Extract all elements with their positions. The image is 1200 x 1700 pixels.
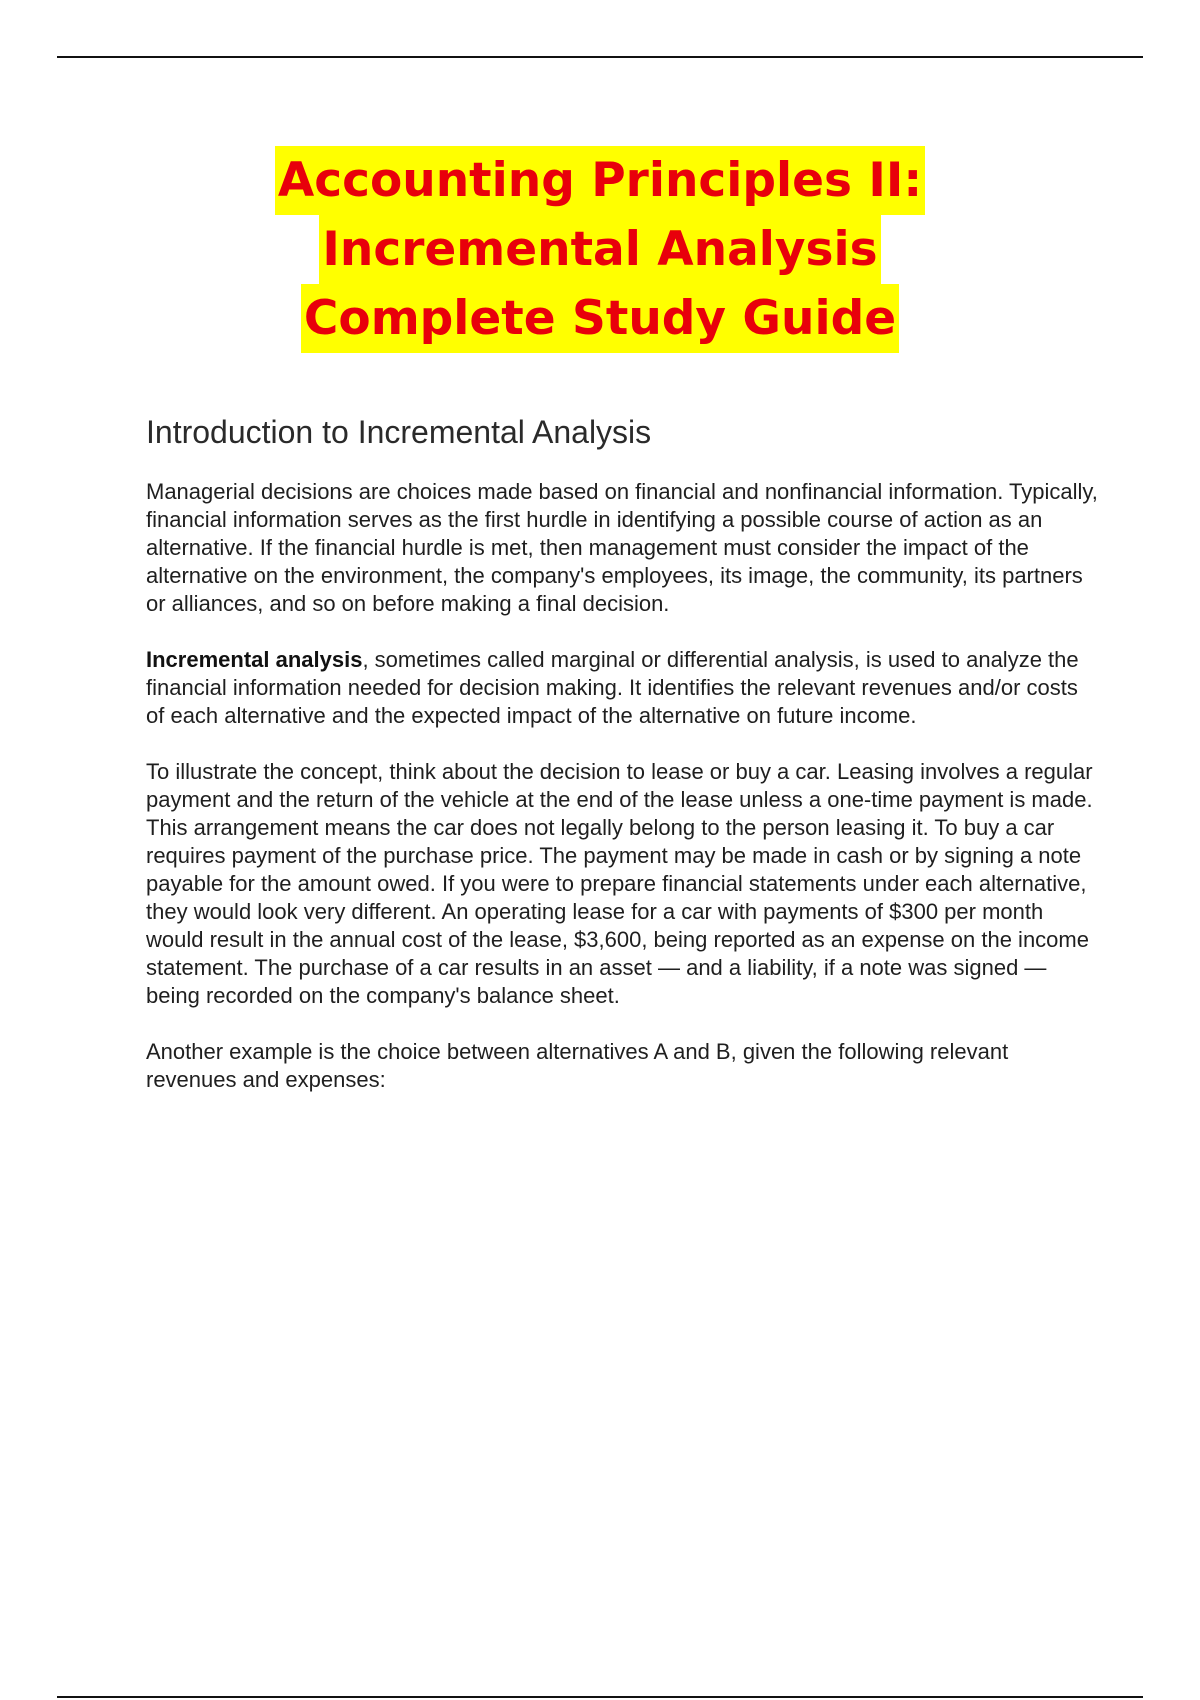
top-rule <box>57 56 1143 58</box>
paragraph-incremental-analysis-text: , sometimes called marginal or differential analysis, is used to analyze the financial information needed for decision making. It identifies the relevant revenues and/or costs of each alternative and the expected impact of the alternative on future income. <box>146 647 1079 728</box>
document-body <box>146 408 1101 1122</box>
paragraph-incremental-analysis <box>146 646 1101 730</box>
bottom-rule <box>57 1696 1143 1698</box>
title-line-2: Incremental Analysis <box>319 215 880 284</box>
title-line-1: Accounting Principles II: <box>275 146 925 215</box>
document-title <box>0 146 1200 353</box>
title-line-3: Complete Study Guide <box>301 284 899 353</box>
term-incremental-analysis: Incremental analysis <box>146 647 363 672</box>
paragraph-alternatives-example: Another example is the choice between alternatives A and B, given the following relevant revenues and expenses: <box>146 1039 1009 1092</box>
paragraph-lease-or-buy: To illustrate the concept, think about the decision to lease or buy a car. Leasing involves a regular payment and the return of the vehicle at the end of the lease unless a one-time payment is made. This arrangement means the car does not legally belong to the person leasing it. To buy a car requires payment of the purchase price. The payment may be made in cash or by signing a note payable for the amount owed. If you were to prepare financial statements under each alternative, they would look very different. An operating lease for a car with payments of $300 per month would result in the annual cost of the lease, $3,600, being reported as an expense on the income statement. The purchase of a car results in an asset — and a liability, if a note was signed — being recorded on the company's balance sheet. <box>146 759 1093 1008</box>
paragraph-managerial-decisions: Managerial decisions are choices made based on financial and nonfinancial information. Typically, financial information serves as the first hurdle in identifying a possible course of action as an alternative. If the financial hurdle is met, then management must consider the impact of the alternative on the environment, the company's employees, its image, the community, its partners or alliances, and so on before making a final decision. <box>146 479 1098 616</box>
section-heading: Introduction to Incremental Analysis <box>146 414 652 450</box>
